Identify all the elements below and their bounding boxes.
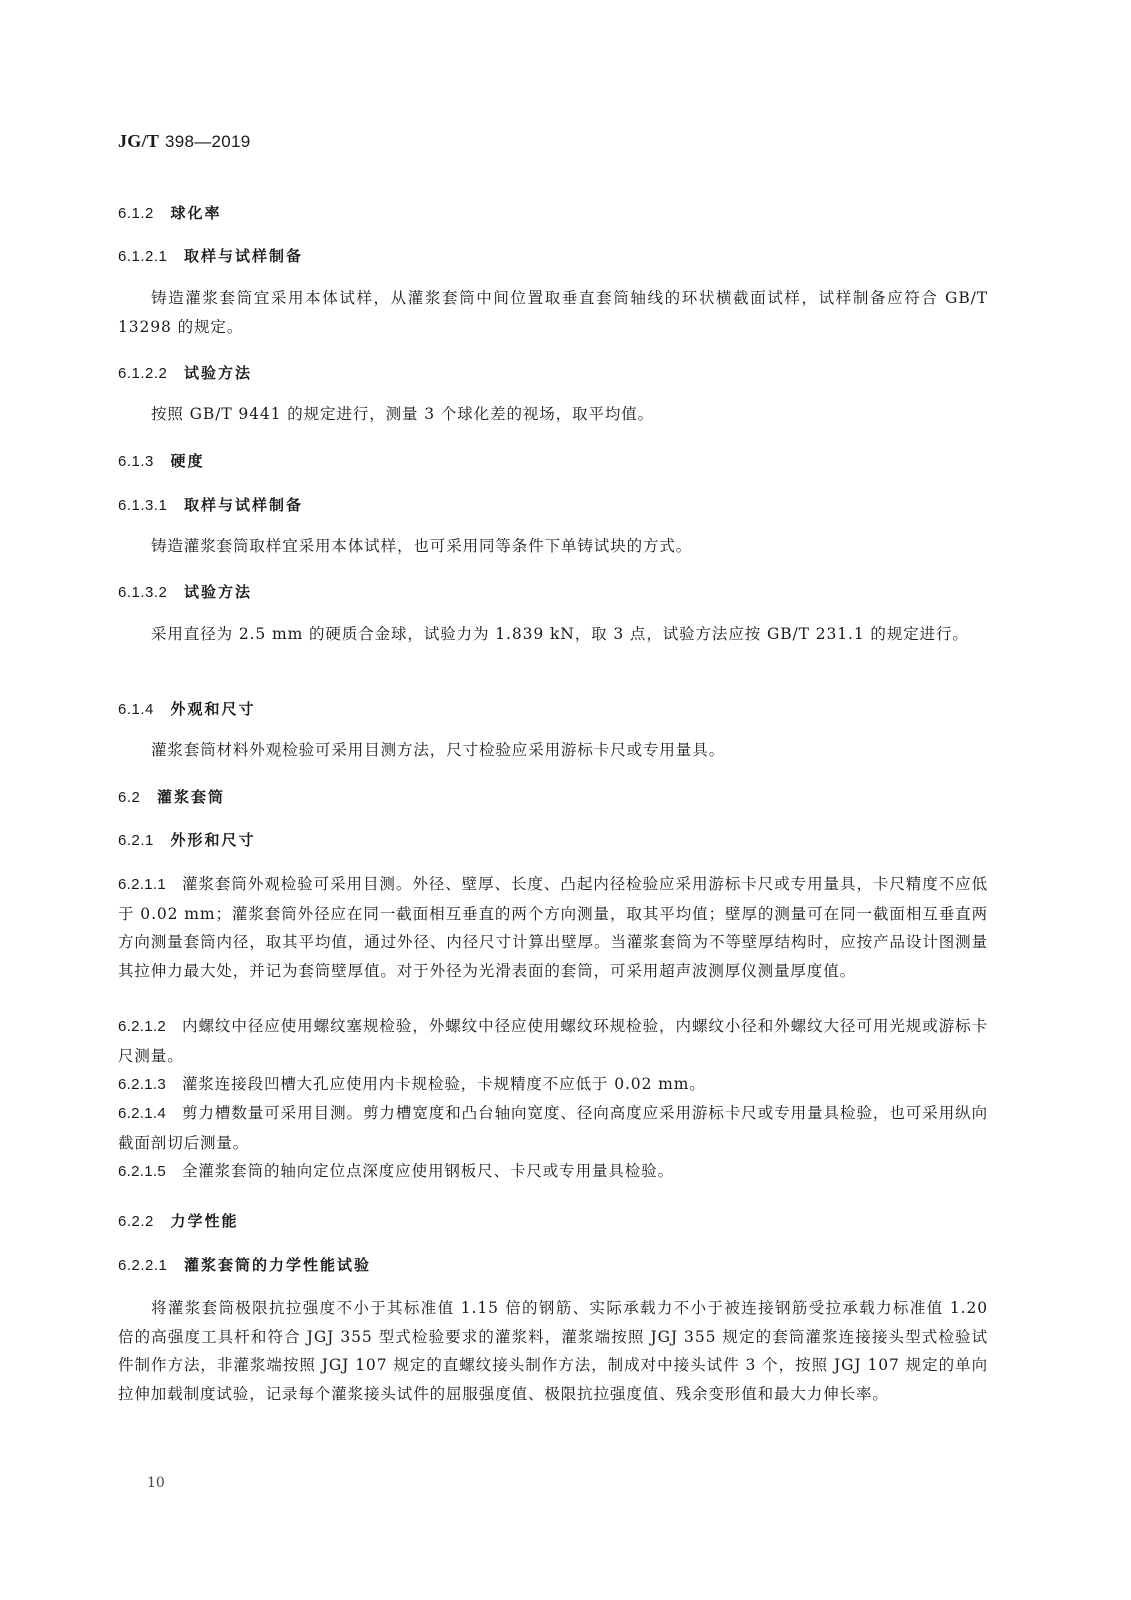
heading-number: 6.2.2.1	[118, 1257, 168, 1274]
paragraph-6-1-3-2: 采用直径为 2.5 mm 的硬质合金球，试验力为 1.839 kN，取 3 点，试验方法应按 GB/T 231.1 的规定进行。	[151, 625, 969, 643]
heading-number: 6.2	[118, 789, 141, 806]
clause-text: 剪力槽数量可采用目测。剪力槽宽度和凸台轴向宽度、径向高度应采用游标卡尺或专用量具检验，也可采用纵向截面剖切后测量。	[118, 1104, 988, 1152]
standard-prefix: JG/T	[118, 131, 160, 151]
paragraph-6-1-2-1: 铸造灌浆套筒宜采用本体试样，从灌浆套筒中间位置取垂直套筒轴线的环状横截面试样，试样制备应符合 GB/T 13298 的规定。	[118, 289, 988, 336]
clause-text: 灌浆连接段凹槽大孔应使用内卡规检验，卡规精度不应低于 0.02 mm。	[181, 1075, 706, 1093]
heading-number: 6.2.2	[118, 1213, 154, 1230]
clause-text: 灌浆套筒外观检验可采用目测。外径、壁厚、长度、凸起内径检验应采用游标卡尺或专用量具，卡尺精度不应低于 0.02 mm；灌浆套筒外径应在同一截面相互垂直的两个方向测量，取其平均值；壁厚的测量可在同一截面相互垂直两方向测量套筒内径，取其平均值，通过外径、内径尺寸计算出壁厚。当灌浆套筒为不等壁厚结构时，应按产品设计图测量其拉伸力最大处，并记为套筒壁厚值。对于外径为光滑表面的套筒，可采用超声波测厚仪测量厚度值。	[118, 875, 988, 980]
clause-6-2-1-5	[118, 1157, 988, 1187]
heading-title: 试验方法	[184, 584, 253, 601]
heading-number: 6.1.3	[118, 453, 154, 470]
heading-number: 6.1.3.2	[118, 584, 168, 601]
clause-number: 6.2.1.3	[118, 1076, 166, 1093]
standard-identifier	[118, 131, 251, 152]
clause-6-2-1-3	[118, 1070, 988, 1100]
heading-title: 取样与试样制备	[184, 497, 304, 514]
clause-number: 6.2.1.2	[118, 1018, 166, 1035]
clause-number: 6.2.1.1	[118, 876, 166, 893]
heading-number: 6.1.2.1	[118, 248, 168, 265]
clause-number: 6.2.1.5	[118, 1163, 166, 1180]
heading-6-2-1	[118, 829, 256, 850]
heading-6-1-3-2	[118, 581, 252, 602]
heading-number: 6.1.4	[118, 701, 154, 718]
heading-title: 试验方法	[184, 365, 253, 382]
heading-title: 硬度	[170, 453, 205, 470]
clause-number: 6.2.1.4	[118, 1105, 166, 1122]
paragraph-6-1-4: 灌浆套筒材料外观检验可采用目测方法，尺寸检验应采用游标卡尺或专用量具。	[151, 741, 726, 759]
heading-number: 6.1.3.1	[118, 497, 168, 514]
heading-6-1-4	[118, 698, 256, 719]
heading-title: 灌浆套筒	[157, 789, 226, 806]
heading-title: 取样与试样制备	[184, 248, 304, 265]
paragraph-6-2-2-1: 将灌浆套筒极限抗拉强度不小于其标准值 1.15 倍的钢筋、实际承载力不小于被连接钢筋受拉承载力标准值 1.20 倍的高强度工具杆和符合 JGJ 355 型式检验要求的灌浆料，灌浆端按照 JGJ 355 规定的套筒灌浆连接接头型式检验试件制作方法，非灌浆端按照 JGJ 107 规定的直螺纹接头制作方法，制成对中接头试件 3 个，按照 JGJ 107 规定的单向拉伸加载制度试验，记录每个灌浆接头试件的屈服强度值、极限抗拉强度值、残余变形值和最大力伸长率。	[118, 1299, 988, 1403]
paragraph-6-1-3-1: 铸造灌浆套筒取样宜采用本体试样，也可采用同等条件下单铸试块的方式。	[151, 537, 693, 555]
heading-6-1-2-2	[118, 362, 252, 383]
heading-6-1-2-1	[118, 245, 303, 266]
clause-6-2-1-4	[118, 1099, 988, 1157]
paragraph-6-1-2-2: 按照 GB/T 9441 的规定进行，测量 3 个球化差的视场，取平均值。	[151, 405, 655, 423]
heading-title: 外形和尺寸	[170, 832, 256, 849]
heading-number: 6.1.2	[118, 205, 154, 222]
heading-number: 6.1.2.2	[118, 365, 168, 382]
clause-6-2-1-1	[118, 870, 988, 985]
standard-number: 398—2019	[164, 132, 251, 151]
heading-6-1-3	[118, 450, 205, 471]
heading-title: 力学性能	[170, 1213, 239, 1230]
heading-number: 6.2.1	[118, 832, 154, 849]
heading-6-2	[118, 786, 225, 807]
heading-6-2-2-1	[118, 1254, 371, 1275]
heading-6-2-2	[118, 1210, 239, 1231]
heading-title: 灌浆套筒的力学性能试验	[184, 1257, 372, 1274]
heading-title: 外观和尺寸	[170, 701, 256, 718]
heading-6-1-3-1	[118, 494, 303, 515]
heading-6-1-2	[118, 202, 222, 223]
clause-6-2-1-2	[118, 1012, 988, 1070]
heading-title: 球化率	[170, 205, 222, 222]
clause-text: 全灌浆套筒的轴向定位点深度应使用钢板尺、卡尺或专用量具检验。	[181, 1162, 674, 1180]
page-number: 10	[147, 1475, 165, 1491]
clause-text: 内螺纹中径应使用螺纹塞规检验，外螺纹中径应使用螺纹环规检验，内螺纹小径和外螺纹大径可用光规或游标卡尺测量。	[118, 1017, 988, 1065]
